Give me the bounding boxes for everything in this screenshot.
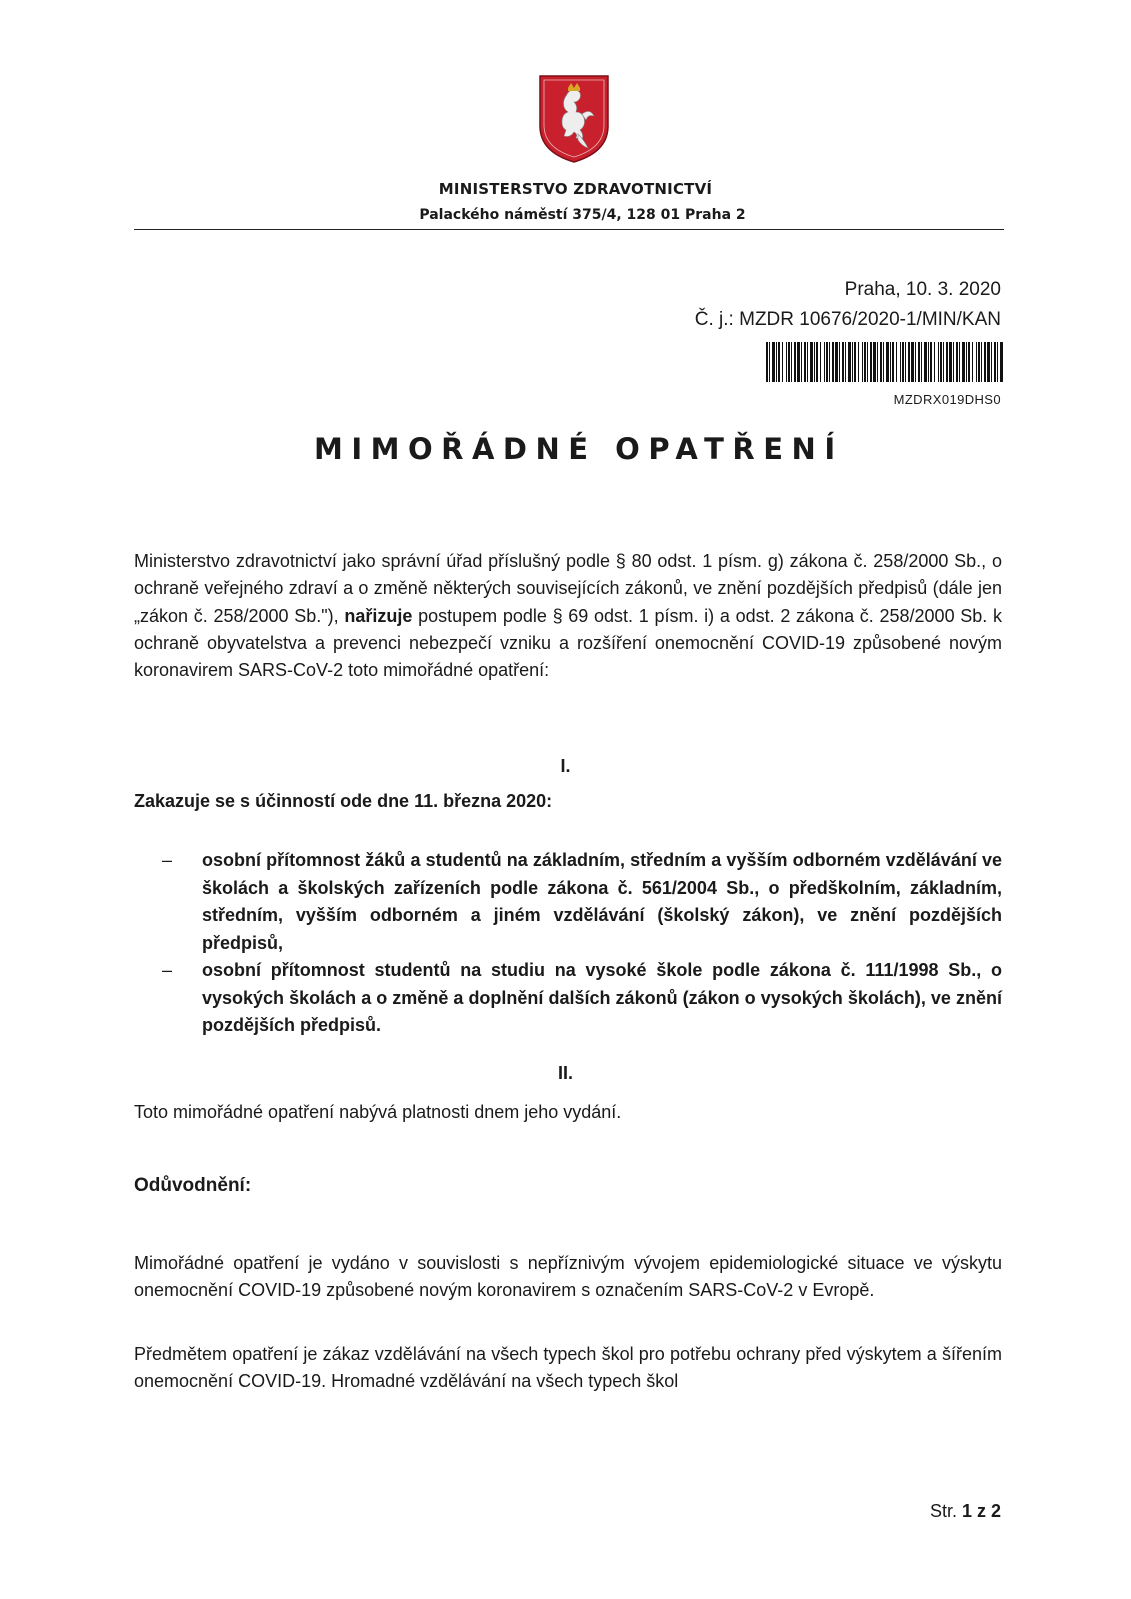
barcode-bar [976, 342, 977, 382]
barcode-bar [949, 342, 952, 382]
barcode-bar [867, 342, 868, 382]
ministry-address: Palackého náměstí 375/4, 128 01 Praha 2 [419, 207, 746, 223]
section-number-1: I. [560, 756, 571, 776]
barcode-bar [892, 342, 894, 382]
barcode-bar [824, 342, 825, 382]
barcode-bar [911, 342, 914, 382]
barcode-bar [769, 342, 770, 382]
page-total: 2 [990, 1501, 1001, 1521]
page-current: 1 [961, 1501, 972, 1521]
barcode-bar [987, 342, 990, 382]
barcode-bar [966, 342, 967, 382]
barcode-bar [981, 342, 982, 382]
barcode-bar [858, 342, 859, 382]
barcode-bar [934, 342, 935, 382]
list-item [162, 847, 1002, 957]
page-number [930, 1501, 1001, 1522]
document-title: MIMOŘÁDNÉ OPATŘENÍ [314, 432, 844, 466]
barcode-bar [862, 342, 863, 382]
justification-paragraph-1: Mimořádné opatření je vydáno v souvislosti s nepříznivým vývojem epidemiologické situace ve výskytu onemocnění COVID-19 způsobené novým koronavirem s označením SARS-CoV-2 v Evropě. [134, 1253, 1002, 1301]
barcode-bar [845, 342, 846, 382]
barcode-bar [972, 342, 973, 382]
intro-text-part2: postupem podle § 69 odst. 1 písm. i) a odst. 2 zákona č. 258/2000 Sb. k ochraně obyvatelstva a prevenci nebezpečí vzniku a rozšíření onemocnění COVID-19 způsobené novým koronavirem SARS-CoV-2 toto mimořádné opatření: [134, 605, 1003, 681]
barcode-bar [938, 342, 939, 382]
barcode-bar [1000, 342, 1003, 382]
barcode-text: MZDRX019DHS0 [893, 392, 1001, 407]
barcode-bar [905, 342, 906, 382]
section-2-text: Toto mimořádné opatření nabývá platnosti dnem jeho vydání. [134, 1102, 622, 1122]
page-separator: z [971, 1501, 991, 1521]
dash-marker: – [162, 850, 173, 870]
barcode-bar [959, 342, 960, 382]
intro-paragraph [134, 548, 1002, 684]
reference-number: Č. j.: MZDR 10676/2020-1/MIN/KAN [694, 309, 1001, 330]
list-item [162, 957, 1002, 1040]
barcode-bar [848, 342, 851, 382]
barcode-image [766, 342, 1003, 382]
barcode-bar [918, 342, 920, 382]
barcode-bar [794, 342, 796, 382]
barcode-bar [782, 342, 783, 382]
barcode-bar [801, 342, 802, 382]
barcode-bar [776, 342, 777, 382]
intro-text-part1: Ministerstvo zdravotnictví jako správní úřad příslušný podle § 80 odst. 1 písm. g) zákona č. 258/2000 Sb., o ochraně veřejného zdraví a o změně některých souvisejících zákonů, ve znění pozdějších předpisů (dále jen „zákon č. 258/2000 Sb."), [134, 551, 1002, 626]
barcode-bar [807, 342, 808, 382]
barcode-bar [814, 342, 815, 382]
justification-heading: Odůvodnění: [134, 1175, 252, 1196]
barcode-bar [839, 342, 840, 382]
barcode-bar [791, 342, 792, 382]
barcode-bar [930, 342, 932, 382]
barcode-bar [896, 342, 897, 382]
barcode-bar [826, 342, 828, 382]
barcode-bar [810, 342, 813, 382]
barcode-bar [908, 342, 910, 382]
document-date: Praha, 10. 3. 2020 [844, 279, 1001, 300]
barcode-bar [873, 342, 876, 382]
barcode-bar [854, 342, 856, 382]
list-item-text: osobní přítomnost studentů na studiu na vysoké škole podle zákona č. 111/1998 Sb., o vysokých školách a o změně a doplnění dalších zákonů (zákon o vysokých školách), ve znění pozdějších předpisů. [202, 960, 1002, 1035]
ministry-name: MINISTERSTVO ZDRAVOTNICTVÍ [438, 180, 713, 198]
barcode-bar [772, 342, 775, 382]
justification-paragraph-2: Předmětem opatření je zákaz vzdělávání na všech typech škol pro potřebu ochrany před výskytem a šířením onemocnění COVID-19. Hromadné vzdělávání na všech typech škol [134, 1344, 1002, 1392]
section-1-heading: Zakazuje se s účinností ode dne 11. března 2020: [134, 791, 553, 811]
barcode-bar [953, 342, 954, 382]
barcode-bar [978, 342, 980, 382]
barcode-bar [924, 342, 927, 382]
barcode-bar [900, 342, 901, 382]
intro-bold-word: nařizuje [344, 605, 413, 626]
list-item-text: osobní přítomnost žáků a studentů na základním, středním a vyšším odborném vzdělávání ve školách a školských zařízeních podle zákona č. 561/2004 Sb., o předškolním, základním, středním, vyšším odborném a jiném vzdělávání (školský zákon), ve znění pozdějších předpisů, [202, 850, 1002, 953]
barcode-bar [877, 342, 878, 382]
barcode-bar [852, 342, 853, 382]
barcode-bar [880, 342, 882, 382]
page-prefix: Str. [929, 1501, 962, 1521]
barcode-bar [778, 342, 780, 382]
barcode-bar [842, 342, 844, 382]
barcode-bar [994, 342, 996, 382]
barcode-bar [804, 342, 806, 382]
barcode-bar [766, 342, 768, 382]
barcode-bar [902, 342, 904, 382]
barcode-bar [864, 342, 866, 382]
barcode-bar [962, 342, 965, 382]
prohibition-list [162, 847, 1002, 1040]
barcode-bar [956, 342, 958, 382]
dash-marker: – [162, 960, 173, 980]
barcode-bar [870, 342, 872, 382]
barcode-bar [943, 342, 944, 382]
barcode-bar [968, 342, 970, 382]
barcode-bar [835, 342, 838, 382]
barcode-bar [915, 342, 916, 382]
barcode-bar [820, 342, 821, 382]
barcode-bar [997, 342, 998, 382]
barcode-bar [832, 342, 834, 382]
barcode-bar [984, 342, 986, 382]
barcode-bar [946, 342, 948, 382]
barcode-bar [797, 342, 800, 382]
barcode-bar [883, 342, 884, 382]
barcode-bar [886, 342, 889, 382]
barcode-bar [786, 342, 787, 382]
barcode-bar [816, 342, 818, 382]
barcode-bar [890, 342, 891, 382]
barcode-bar [788, 342, 790, 382]
barcode-bar [928, 342, 929, 382]
state-emblem-logo [538, 74, 610, 164]
header-divider [134, 229, 1004, 230]
section-number-2: II. [557, 1063, 573, 1083]
barcode-bar [829, 342, 830, 382]
barcode-bar [921, 342, 922, 382]
barcode-bar [940, 342, 942, 382]
barcode-bar [991, 342, 992, 382]
